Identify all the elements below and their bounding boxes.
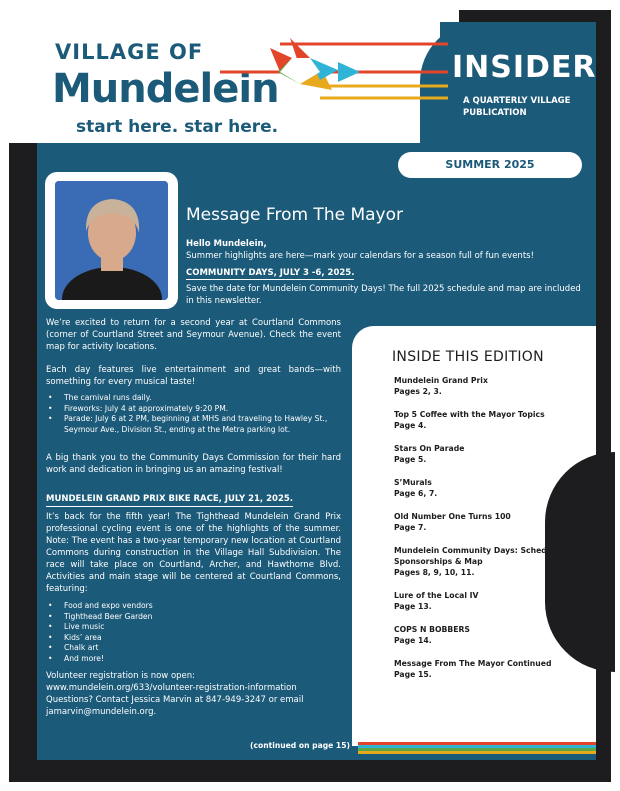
paragraph-location: We’re excited to return for a second year at Courtland Commons (corner of Courtland Street and Seymour Avenue). Check the event map for activity locations. xyxy=(46,318,341,352)
list-item: • Live music xyxy=(46,622,341,633)
list-item: • Fireworks: July 4 at approximately 9:20 PM. xyxy=(46,404,341,415)
toc-list xyxy=(394,375,564,692)
list-item: • Food and expo vendors xyxy=(46,601,341,612)
season-badge: SUMMER 2025 xyxy=(398,152,582,178)
logo-mundelein: Mundelein xyxy=(52,66,279,112)
toc-item[interactable] xyxy=(394,477,564,499)
toc-item-title: Stars On Parade xyxy=(394,444,465,453)
toc-item-pages: Page 5. xyxy=(394,455,427,464)
paragraph-thanks: A big thank you to the Community Days Commission for their hard work and dedication in bringing us an amazing festival! xyxy=(46,453,341,475)
volunteer-email-link[interactable]: jamarvin@mundelein.org. xyxy=(46,707,157,717)
footer-bar xyxy=(9,760,611,782)
toc-item[interactable] xyxy=(394,624,564,646)
volunteer-contact: Questions? Contact Jessica Marvin at 847-949-3247 or email xyxy=(46,695,304,705)
toc-item-title: Mundelein Community Days: Schedule, Sponsorships & Map xyxy=(394,546,564,566)
toc-item-pages: Pages 8, 9, 10, 11. xyxy=(394,568,475,577)
grand-prix-list xyxy=(46,601,341,664)
insider-subtitle: A QUARTERLY VILLAGE PUBLICATION xyxy=(463,96,571,118)
list-item: • And more! xyxy=(46,654,341,665)
mayor-photo xyxy=(55,181,168,300)
toc-item-pages: Pages 2, 3. xyxy=(394,387,442,396)
volunteer-line: Volunteer registration is now open: xyxy=(46,671,196,681)
logo-village-of: VILLAGE OF xyxy=(55,40,204,64)
toc-item-pages: Page 4. xyxy=(394,421,427,430)
color-stripes xyxy=(358,742,596,759)
toc-item-pages: Page 13. xyxy=(394,602,432,611)
community-days-heading: COMMUNITY DAYS, JULY 3 -6, 2025. xyxy=(186,268,355,278)
list-item: • Chalk art xyxy=(46,643,341,654)
toc-item-title: S’Murals xyxy=(394,478,432,487)
toc-item-pages: Page 7. xyxy=(394,523,427,532)
toc-item-title: Old Number One Turns 100 xyxy=(394,512,511,521)
toc-item-title: Lure of the Local IV xyxy=(394,591,479,600)
toc-item[interactable] xyxy=(394,511,564,533)
paragraph-entertainment: Each day features live entertainment and great bands—with something for every musical taste! xyxy=(46,365,341,387)
greeting-block xyxy=(186,238,586,262)
toc-item-title: Top 5 Coffee with the Mayor Topics xyxy=(394,410,545,419)
toc-item[interactable] xyxy=(394,375,564,397)
star-logo-icon xyxy=(220,28,450,118)
list-item: • The carnival runs daily. xyxy=(46,393,341,404)
community-days-text: Save the date for Mundelein Community Days! The full 2025 schedule and map are included in this newsletter. xyxy=(186,284,581,306)
logo-tagline: start here. star here. xyxy=(76,117,279,137)
toc-item-title: Message From The Mayor Continued xyxy=(394,659,552,668)
toc-item-pages: Page 15. xyxy=(394,670,432,679)
volunteer-block xyxy=(46,670,341,718)
community-days-list xyxy=(46,393,341,435)
greeting-intro: Summer highlights are here—mark your calendars for a season full of fun events! xyxy=(186,251,534,261)
grand-prix-text: It’s back for the fifth year! The Tighthead Mundelein Grand Prix professional cycling event is one of the highlights of the summer. Note: The event has a two-year temporary new location at Courtland Commons during construction in the Village Hall Subdivision. The race will take place on Courtland, Archer, and Hawthorne Blvd. Activities and main stage will be centered at Courtland Commons, featuring: xyxy=(46,512,341,594)
mayor-heading: Message From The Mayor xyxy=(186,205,403,225)
toc-title: INSIDE THIS EDITION xyxy=(392,349,544,365)
toc-item[interactable] xyxy=(394,590,564,612)
toc-item[interactable] xyxy=(394,443,564,465)
toc-item-pages: Page 14. xyxy=(394,636,432,645)
continued-note: (continued on page 15) xyxy=(250,741,350,750)
list-item: • Kids’ area xyxy=(46,633,341,644)
grand-prix-heading: MUNDELEIN GRAND PRIX BIKE RACE, JULY 21, 2025. xyxy=(46,494,293,507)
toc-item-pages: Page 6, 7. xyxy=(394,489,438,498)
toc-item[interactable] xyxy=(394,409,564,431)
toc-item[interactable] xyxy=(394,545,564,578)
list-item: • Tighthead Beer Garden xyxy=(46,612,341,623)
insider-title: INSIDER xyxy=(452,50,597,85)
toc-item-title: Mundelein Grand Prix xyxy=(394,376,488,385)
toc-item[interactable] xyxy=(394,658,564,680)
list-item: • Parade: July 6 at 2 PM, beginning at MHS and traveling to Hawley St., Seymour Ave., Division St., ending at the Metra parking lot. xyxy=(46,414,341,435)
toc-item-title: COPS N BOBBERS xyxy=(394,625,470,634)
volunteer-url-link[interactable]: www.mundelein.org/633/volunteer-registration-information xyxy=(46,683,297,693)
greeting-line: Hello Mundelein, xyxy=(186,239,267,249)
